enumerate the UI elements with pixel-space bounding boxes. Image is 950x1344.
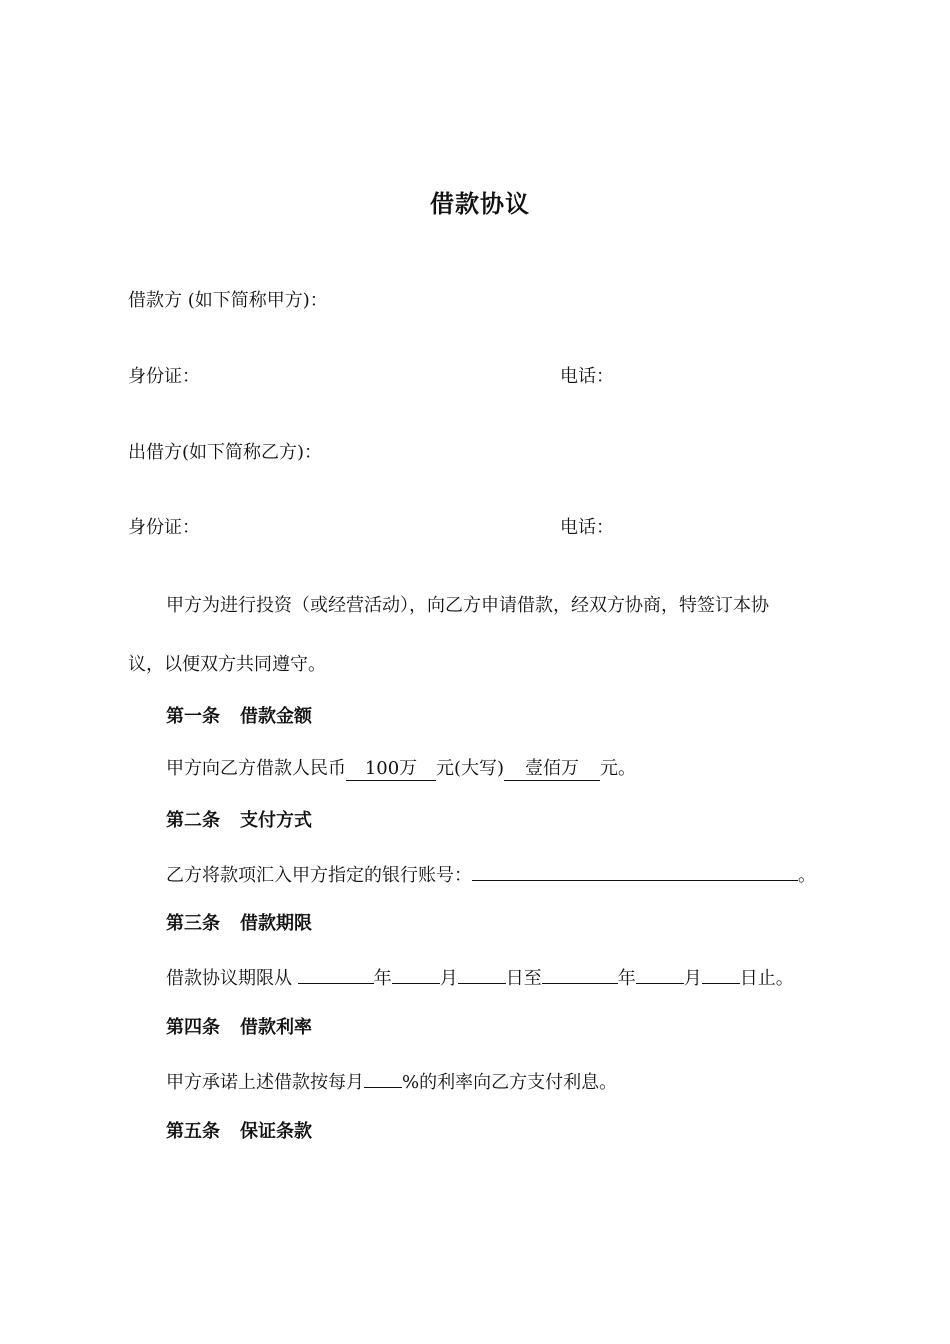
article-1-title: 借款金额 bbox=[240, 706, 312, 727]
article-1-text-middle: 元(大写) bbox=[436, 758, 505, 779]
article-2-title: 支付方式 bbox=[240, 810, 312, 831]
start-month-label: 月 bbox=[439, 968, 458, 989]
article-1-heading bbox=[166, 705, 312, 729]
start-year-blank[interactable] bbox=[298, 964, 374, 984]
article-3-text-start: 借款协议期限从 bbox=[166, 968, 292, 989]
bank-account-blank[interactable] bbox=[472, 861, 798, 881]
article-3-heading bbox=[166, 912, 312, 936]
day-end-label: 日止。 bbox=[739, 968, 794, 989]
start-month-blank[interactable] bbox=[392, 964, 440, 984]
article-3-number: 第三条 bbox=[166, 913, 220, 934]
lender-id-label: 身份证： bbox=[128, 517, 200, 538]
article-2-number: 第二条 bbox=[166, 810, 220, 831]
article-4-text-after: %的利率向乙方支付利息。 bbox=[402, 1072, 618, 1093]
intro-line-1: 甲方为进行投资（或经营活动），向乙方申请借款，经双方协商，特签订本协 bbox=[166, 595, 769, 616]
article-4-title: 借款利率 bbox=[240, 1017, 312, 1038]
end-year-blank[interactable] bbox=[542, 964, 618, 984]
article-1-text bbox=[166, 757, 636, 781]
lender-label: 出借方(如下简称乙方)： bbox=[128, 442, 323, 463]
amount-upper-value: 壹佰万 bbox=[504, 759, 600, 781]
amount-value: 100万 bbox=[346, 759, 436, 781]
end-month-label: 月 bbox=[683, 968, 702, 989]
borrower-id-label: 身份证： bbox=[128, 366, 200, 387]
article-4-heading bbox=[166, 1016, 312, 1040]
article-2-heading bbox=[166, 809, 312, 833]
start-day-blank[interactable] bbox=[458, 964, 506, 984]
article-2-text-before: 乙方将款项汇入甲方指定的银行账号： bbox=[166, 865, 472, 886]
start-year-label: 年 bbox=[373, 968, 392, 989]
day-to-label: 日至 bbox=[505, 968, 542, 989]
article-5-title: 保证条款 bbox=[240, 1121, 312, 1142]
article-5-heading bbox=[166, 1120, 312, 1144]
end-month-blank[interactable] bbox=[636, 964, 684, 984]
article-4-number: 第四条 bbox=[166, 1017, 220, 1038]
article-4-text bbox=[166, 1068, 617, 1095]
article-1-number: 第一条 bbox=[166, 706, 220, 727]
article-1-text-before: 甲方向乙方借款人民币 bbox=[166, 758, 346, 779]
document-title: 借款协议 bbox=[430, 190, 530, 218]
lender-phone-label: 电话： bbox=[560, 517, 614, 538]
article-1-text-after: 元。 bbox=[600, 758, 637, 779]
article-3-text bbox=[166, 964, 794, 991]
article-4-text-before: 甲方承诺上述借款按每月 bbox=[166, 1072, 364, 1093]
article-2-text bbox=[166, 861, 816, 888]
end-year-label: 年 bbox=[617, 968, 636, 989]
article-2-text-after: 。 bbox=[798, 865, 816, 886]
intro-line-2: 议，以便双方共同遵守。 bbox=[128, 654, 326, 675]
article-3-title: 借款期限 bbox=[240, 913, 312, 934]
borrower-label: 借款方 (如下简称甲方)： bbox=[128, 290, 328, 311]
borrower-phone-label: 电话： bbox=[560, 366, 614, 387]
end-day-blank[interactable] bbox=[702, 964, 740, 984]
article-5-number: 第五条 bbox=[166, 1121, 220, 1142]
interest-rate-blank[interactable] bbox=[364, 1068, 402, 1088]
